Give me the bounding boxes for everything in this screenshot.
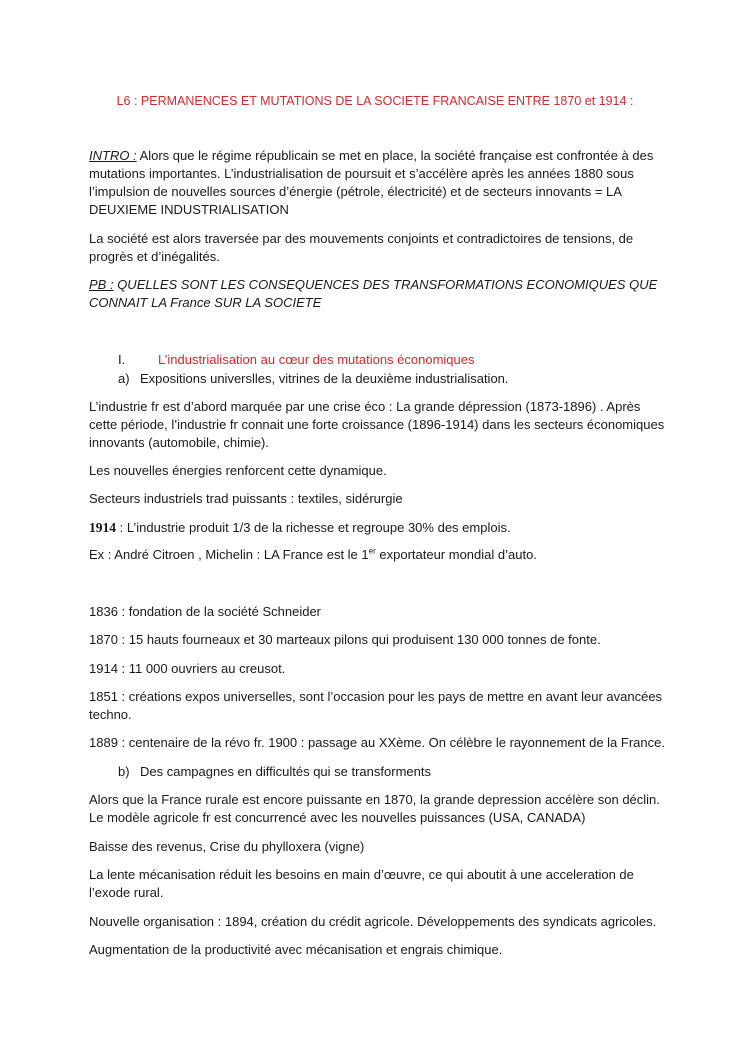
paragraph-1870: 1870 : 15 hauts fourneaux et 30 marteaux pilons qui produisent 130 000 tonnes de fonte. — [89, 632, 601, 647]
subsection-title: Expositions universlles, vitrines de la deuxième industrialisation. — [140, 371, 509, 386]
subsection-a-heading — [118, 370, 638, 388]
paragraph-energies: Les nouvelles énergies renforcent cette dynamique. — [89, 463, 387, 478]
intro-paragraph — [89, 147, 669, 219]
paragraph-crise: L’industrie fr est d’abord marquée par une crise éco : La grande dépression (1873-1896) . Après cette période, l’industrie fr connait une forte croissance (1896-1914) dans les secteurs économiques innovants (automobile, chimie). — [89, 399, 665, 450]
paragraph-1836: 1836 : fondation de la société Schneider — [89, 604, 322, 619]
year-1914: 1914 — [89, 520, 116, 535]
paragraph-1914-ouvriers: 1914 : 11 000 ouvriers au creusot. — [89, 661, 286, 676]
intro-label: INTRO : — [89, 148, 137, 163]
paragraph-1889: 1889 : centenaire de la révo fr. 1900 : passage au XXème. On célèbre le rayonnement de la France. — [89, 735, 665, 750]
paragraph-1851: 1851 : créations expos universelles, sont l’occasion pour les pays de mettre en avant leur avancées techno. — [89, 689, 663, 722]
paragraph-france-rurale: Alors que la France rurale est encore puissante en 1870, la grande depression accélère son déclin. Le modèle agricole fr est concurrencé avec les nouvelles puissances (USA, CANADA) — [89, 792, 660, 825]
subsection-b-heading — [118, 763, 638, 781]
paragraph-baisse-revenus: Baisse des revenus, Crise du phylloxera (vigne) — [89, 839, 365, 854]
pb-label: PB : — [89, 277, 114, 292]
problematique-paragraph — [89, 276, 669, 312]
subsection-letter: b) — [118, 764, 130, 779]
superscript-er: er — [368, 546, 376, 556]
intro-text: Alors que le régime républicain se met en place, la société française est confrontée à des mutations importantes. L’industrialisation de poursuit et s’accélère après les années 1880 sous l’impulsion de nouvelles sources d’énergie (pétrole, électricité) et de secteurs innovants = LA DEUXIEME INDUSTRIALISATION — [89, 148, 654, 217]
paragraph-1914-industrie — [89, 519, 669, 537]
section-heading-1 — [118, 351, 638, 369]
subsection-title: Des campagnes en difficultés qui se transforments — [140, 764, 431, 779]
subsection-letter: a) — [118, 371, 130, 386]
paragraph-citroen — [89, 546, 669, 564]
document-title: L6 : PERMANENCES ET MUTATIONS DE LA SOCIETE FRANCAISE ENTRE 1870 et 1914 : — [116, 94, 634, 108]
paragraph-mecanisation: La lente mécanisation réduit les besoins en main d’œuvre, ce qui aboutit à une acceleration de l’exode rural. — [89, 867, 634, 900]
paragraph-productivite: Augmentation de la productivité avec mécanisation et engrais chimique. — [89, 942, 503, 957]
paragraph-1914-text: : L’industrie produit 1/3 de la richesse et regroupe 30% des emplois. — [116, 520, 511, 535]
section-title: L’industrialisation au cœur des mutations économiques — [158, 352, 475, 367]
intro-paragraph-2: La société est alors traversée par des mouvements conjoints et contradictoires de tensions, de progrès et d’inégalités. — [89, 231, 634, 264]
pb-text: QUELLES SONT LES CONSEQUENCES DES TRANSFORMATIONS ECONOMIQUES QUE CONNAIT LA France SUR LA SOCIETE — [89, 277, 658, 310]
citroen-text-before: Ex : André Citroen , Michelin : LA France est le 1 — [89, 547, 369, 562]
section-number: I. — [118, 352, 126, 367]
citroen-text-after: exportateur mondial d’auto. — [375, 547, 537, 562]
paragraph-nouvelle-organisation: Nouvelle organisation : 1894, création du crédit agricole. Développements des syndicats agricoles. — [89, 914, 657, 929]
paragraph-secteurs: Secteurs industriels trad puissants : textiles, sidérurgie — [89, 491, 403, 506]
